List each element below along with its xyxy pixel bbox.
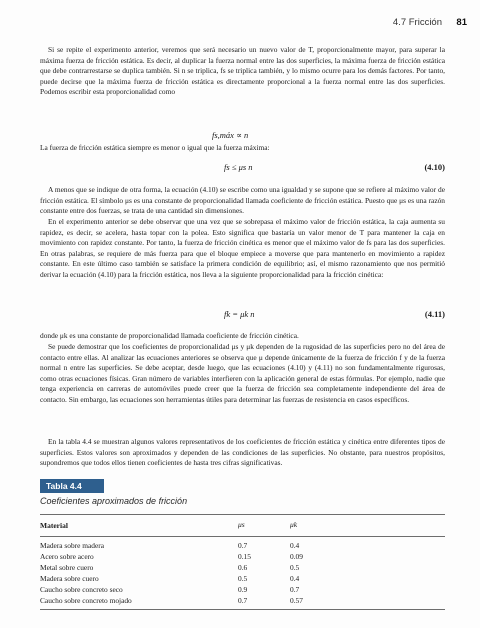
paragraph-5-block	[40, 331, 445, 342]
table-cell-mu-s: 0.5	[238, 574, 248, 583]
paragraph-5: donde μk es una constante de proporcionalidad llamada coeficiente de fricción cinética.	[40, 331, 299, 340]
table-header-row	[40, 520, 445, 534]
equation-4-10-label: (4.10)	[424, 162, 445, 172]
table-row	[40, 563, 445, 573]
table-cell-mu-s: 0.6	[238, 563, 248, 572]
table-row	[40, 552, 445, 562]
table-header-mu-k: μk	[290, 520, 298, 529]
equation-4-10: fs ≤ μs n	[224, 162, 253, 172]
paragraph-2-block	[40, 143, 445, 154]
table-caption: Coeficientes aproximados de fricción	[40, 496, 188, 506]
equation-4-11-label: (4.11)	[424, 309, 445, 319]
paragraph-3-block	[40, 185, 445, 217]
table-cell-mu-k: 0.57	[290, 596, 303, 605]
proportionality-formula: fs,máx ∝ n	[212, 130, 249, 140]
table-cell-mu-k: 0.4	[290, 574, 300, 583]
paragraph-6-block	[40, 342, 445, 405]
table-cell-material: Madera sobre cuero	[40, 574, 99, 583]
table-cell-material: Caucho sobre concreto seco	[40, 585, 123, 594]
paragraph-7-block	[40, 437, 445, 469]
paragraph-4: En el experimento anterior se debe observar que una vez que se sobrepasa el máximo valor de fricción estática, la caja aumenta su rapidez, es decir, se acelera, hasta topar con la polea. Esto significa que bastaría un valor menor de T para mantener la caja en movimiento con rapidez constante. Por tanto, la fuerza de fricción cinética es menor que el máximo valor de fs para las dos superficies. En otras palabras, se requiere de más fuerza para que el bloque empiece a moverse que para mantenerlo en movimiento a rapidez constante. En este último caso también se satisface la primera condición de equilibrio; así, el mismo razonamiento que nos permitió derivar la ecuación (4.10) para la fricción estática, nos lleva a la siguiente proporcionalidad para la fricción cinética:	[40, 217, 445, 279]
table-cell-mu-s: 0.15	[238, 552, 251, 561]
running-section-title: 4.7 Fricción	[392, 17, 442, 28]
table-row	[40, 541, 445, 551]
table-cell-mu-k: 0.4	[290, 541, 300, 550]
paragraph-7: En la tabla 4.4 se muestran algunos valores representativos de los coeficientes de fricción estática y cinética entre diferentes tipos de superficies. Estos valores son aproximados y dependen de las condiciones de las superficies. No obstante, para nuestros propósitos, supondremos que todos ellos tienen coeficientes de hasta tres cifras significativas.	[40, 437, 445, 467]
table-cell-mu-s: 0.7	[238, 541, 248, 550]
table-badge: Tabla 4.4	[40, 479, 104, 493]
paragraph-4-block	[40, 217, 445, 280]
paragraph-6: Se puede demostrar que los coeficientes de proporcionalidad μs y μk dependen de la rugosidad de las superficies pero no del área de contacto entre ellas. Al analizar las ecuaciones anteriores se observa que μ depende únicamente de la fuerza de fricción f y de la fuerza normal n entre las superficies. Se debe aceptar, desde luego, que las ecuaciones (4.10) y (4.11) no son fundamentalmente rigurosas, como otras ecuaciones físicas. Gran número de variables interfieren con la aplicación general de estas fórmulas. Por ejemplo, nadie que tenga experiencia en carreras de automóviles puede creer que la fuerza de fricción sea completamente independiente del área de contacto. Sin embargo, las ecuaciones son herramientas útiles para determinar las fuerzas de resistencia en casos específicos.	[40, 342, 445, 404]
table-cell-material: Metal sobre cuero	[40, 563, 94, 572]
table-header-material: Material	[40, 521, 68, 530]
paragraph-2: La fuerza de fricción estática siempre es menor o igual que la fuerza máxima:	[40, 143, 270, 152]
page-number: 81	[456, 17, 467, 28]
table-cell-mu-k: 0.09	[290, 552, 303, 561]
equation-4-11: fk = μk n	[224, 309, 255, 319]
table-cell-material: Caucho sobre concreto mojado	[40, 596, 132, 605]
table-header-mu-s: μs	[238, 520, 245, 529]
table-cell-material: Acero sobre acero	[40, 552, 94, 561]
table-header-rule	[40, 536, 445, 537]
table-cell-mu-s: 0.7	[238, 596, 248, 605]
table-cell-material: Madera sobre madera	[40, 541, 105, 550]
page-header	[0, 17, 480, 31]
table-row	[40, 596, 445, 606]
table-bottom-rule	[40, 609, 445, 610]
table-row	[40, 574, 445, 584]
table-cell-mu-k: 0.7	[290, 585, 300, 594]
table-cell-mu-k: 0.5	[290, 563, 300, 572]
paragraph-3: A menos que se indique de otra forma, la ecuación (4.10) se escribe como una igualdad y se supone que se refiere al máximo valor de fricción estática. El símbolo μs es una constante de proporcionalidad llamada coeficiente de fricción estática. Puesto que μs es una razón constante entre dos fuerzas, se trata de una cantidad sin dimensiones.	[40, 185, 445, 215]
paragraph-1: Si se repite el experimento anterior, veremos que será necesario un nuevo valor de T, proporcionalmente mayor, para superar la máxima fuerza de fricción estática. Es decir, al duplicar la fuerza normal entre las dos superficies, la máxima fuerza de fricción estática que debe contrarrestarse se duplica también. Si n se triplica, fs se triplica también, y lo mismo ocurre para los demás factores. Por tanto, puede decirse que la máxima fuerza de fricción estática es directamente proporcional a la fuerza normal entre las dos superficies. Podemos escribir esta proporcionalidad como	[40, 45, 445, 96]
table-cell-mu-s: 0.9	[238, 585, 248, 594]
table-top-rule	[40, 514, 445, 515]
paragraph-1-block	[40, 45, 445, 98]
table-row	[40, 585, 445, 595]
